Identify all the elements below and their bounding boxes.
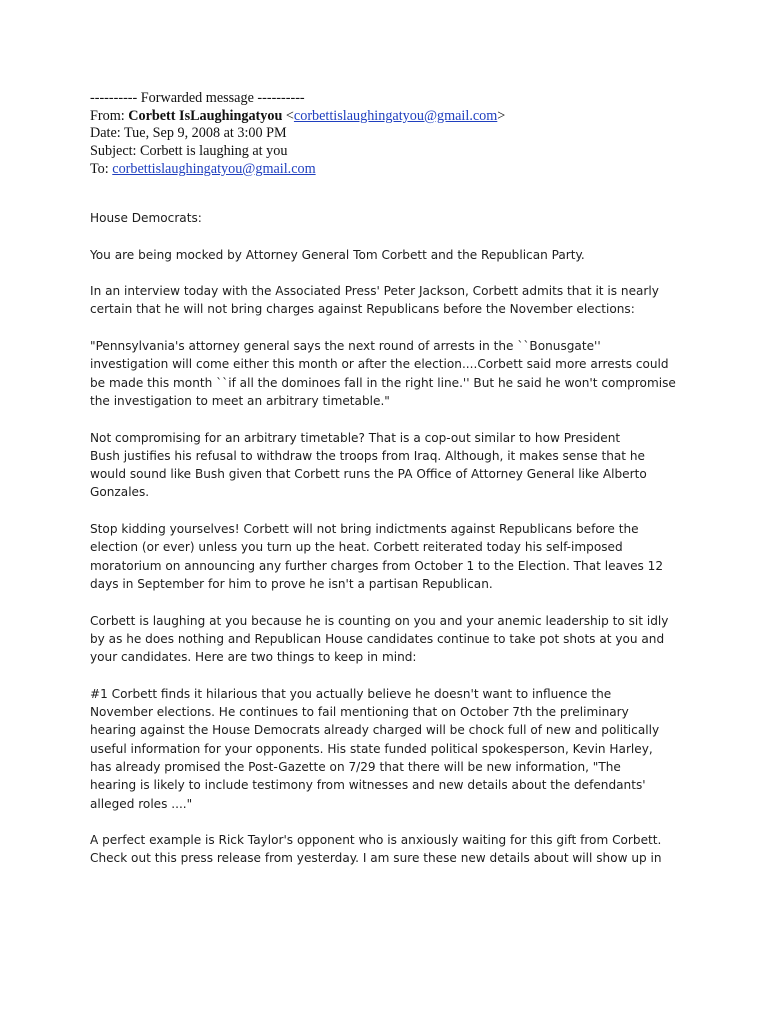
- text-line: days in September for him to prove he isn't a partisan Republican.: [90, 576, 493, 591]
- to-line: [90, 161, 690, 179]
- date-line: Date: Tue, Sep 9, 2008 at 3:00 PM: [90, 125, 287, 142]
- paragraph-4: [90, 429, 690, 502]
- subject-line: Subject: Corbett is laughing at you: [90, 143, 288, 160]
- text-line: by as he does nothing and Republican House candidates continue to take pot shots at you and: [90, 631, 665, 646]
- paragraph-7: [90, 685, 690, 813]
- text-line: #1 Corbett finds it hilarious that you actually believe he doesn't want to influence the: [90, 686, 612, 701]
- from-name: Corbett IsLaughingatyou: [128, 107, 283, 124]
- text-line: your candidates. Here are two things to keep in mind:: [90, 650, 417, 665]
- to-label: To:: [90, 160, 113, 177]
- text-line: be made this month ``if all the dominoes fall in the right line.'' But he said he won't compromise: [90, 375, 676, 390]
- email-body: [90, 209, 690, 886]
- paragraph-3-quote: [90, 337, 690, 410]
- text-line: useful information for your opponents. His state funded political spokesperson, Kevin Harley,: [90, 741, 653, 756]
- paragraph-8: [90, 831, 690, 868]
- text-line: would sound like Bush given that Corbett runs the PA Office of Attorney General like Alberto: [90, 467, 647, 482]
- paragraph-1: [90, 246, 690, 264]
- text-line: moratorium on announcing any further charges from October 1 to the Election. That leaves 12: [90, 558, 664, 573]
- greeting: House Democrats:: [90, 211, 202, 225]
- text-line: In an interview today with the Associated Press' Peter Jackson, Corbett admits that it is nearly: [90, 284, 659, 299]
- forwarded-line: ---------- Forwarded message ----------: [90, 90, 305, 106]
- text-line: investigation will come either this month or after the election....Corbett said more arrests could: [90, 357, 669, 372]
- from-label: From:: [90, 107, 129, 124]
- paragraph-5: [90, 520, 690, 593]
- email-header: [90, 90, 690, 179]
- text-line: Bush justifies his refusal to withdraw the troops from Iraq. Although, it makes sense that he: [90, 448, 645, 463]
- text-line: November elections. He continues to fail mentioning that on October 7th the preliminary: [90, 705, 629, 720]
- from-bracket-open: <: [282, 107, 294, 124]
- text-line: "Pennsylvania's attorney general says the next round of arrests in the ``Bonusgate'': [90, 339, 601, 354]
- text-line: has already promised the Post-Gazette on 7/29 that there will be new information, "The: [90, 759, 621, 774]
- from-bracket-close: >: [497, 107, 506, 124]
- from-line: [90, 108, 690, 126]
- text-line: the investigation to meet an arbitrary timetable.": [90, 393, 390, 408]
- text-line: hearing against the House Democrats already charged will be chock full of new and politically: [90, 723, 660, 738]
- paragraph-6: [90, 612, 690, 667]
- text-line: alleged roles ....": [90, 796, 193, 811]
- text-line: Gonzales.: [90, 485, 150, 500]
- text-line: certain that he will not bring charges against Republicans before the November elections:: [90, 302, 635, 317]
- text-line: A perfect example is Rick Taylor's opponent who is anxiously waiting for this gift from Corbett.: [90, 833, 662, 848]
- text-line: Not compromising for an arbitrary timetable? That is a cop-out similar to how President: [90, 430, 621, 445]
- text-line: You are being mocked by Attorney General Tom Corbett and the Republican Party.: [90, 247, 585, 262]
- to-email-link[interactable]: corbettislaughingatyou@gmail.com: [112, 160, 316, 177]
- text-line: Corbett is laughing at you because he is counting on you and your anemic leadership to sit idly: [90, 613, 669, 628]
- text-line: Stop kidding yourselves! Corbett will not bring indictments against Republicans before the: [90, 522, 639, 537]
- paragraph-2: [90, 282, 690, 319]
- text-line: Check out this press release from yesterday. I am sure these new details about will show up in: [90, 851, 662, 866]
- from-email-link[interactable]: corbettislaughingatyou@gmail.com: [293, 107, 498, 124]
- text-line: hearing is likely to include testimony from witnesses and new details about the defendants': [90, 778, 646, 793]
- text-line: election (or ever) unless you turn up the heat. Corbett reiterated today his self-imposed: [90, 540, 623, 555]
